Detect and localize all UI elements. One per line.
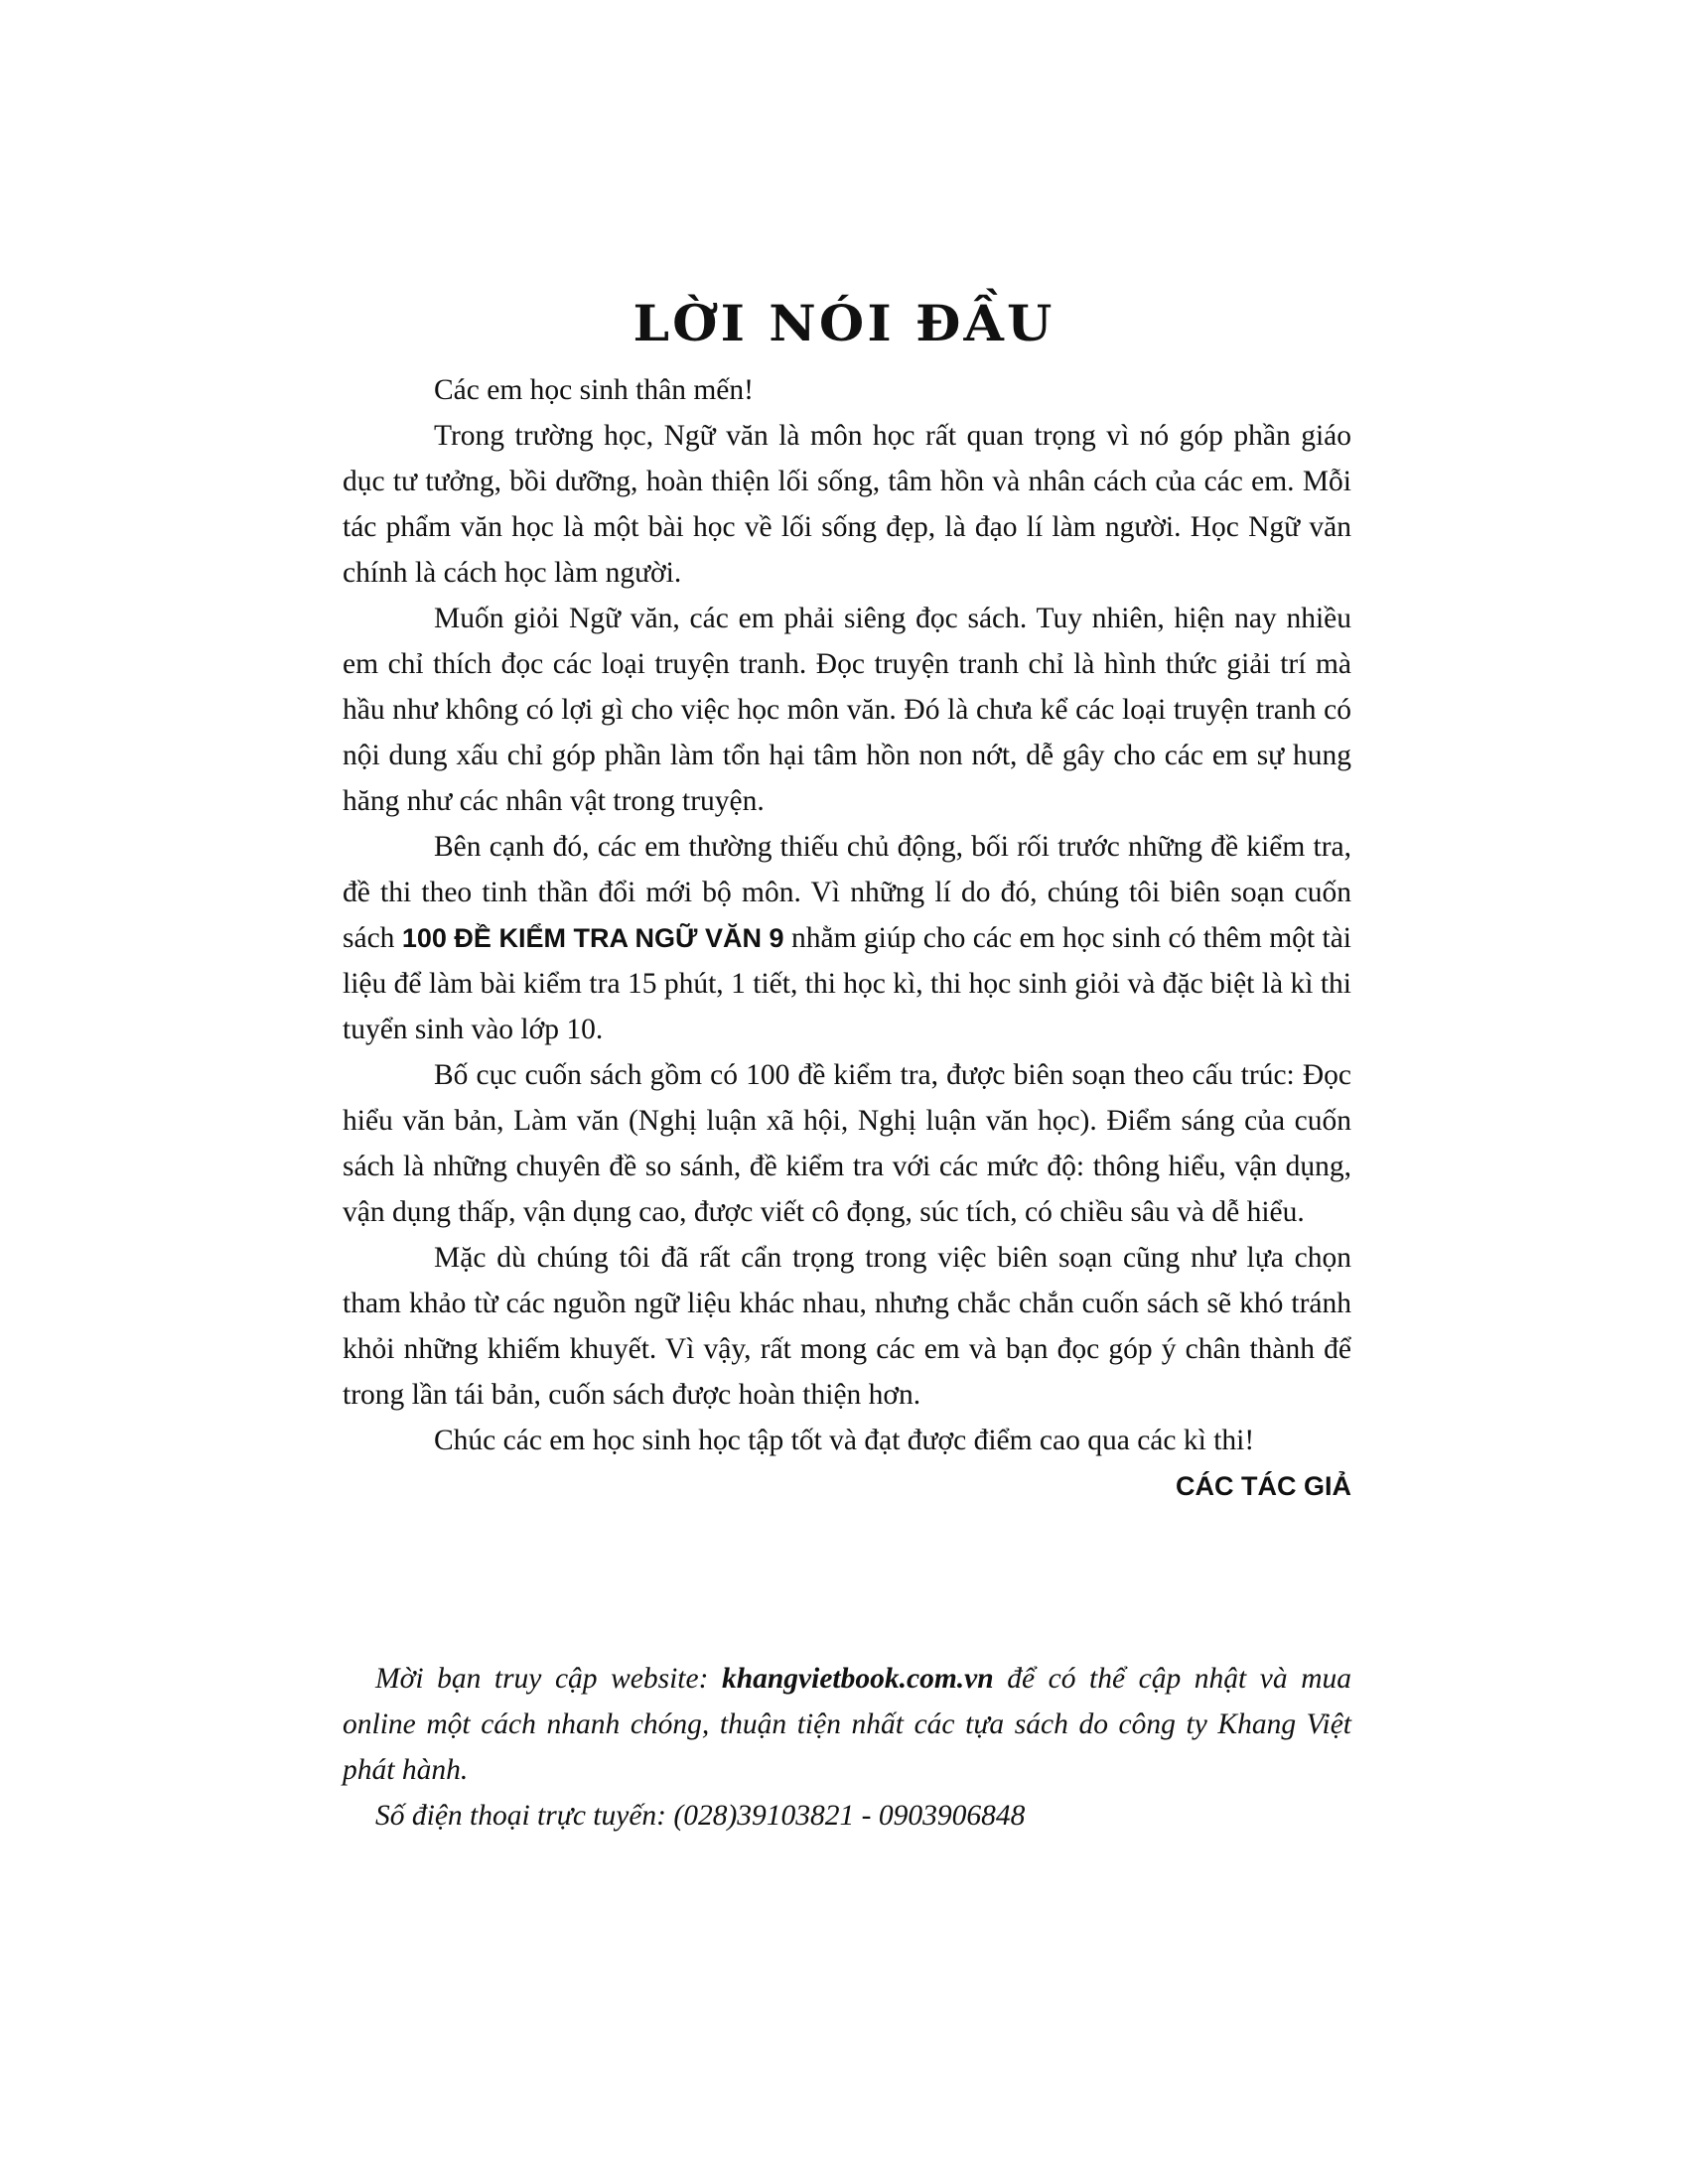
book-title: 100 ĐỀ KIỂM TRA NGỮ VĂN 9: [401, 923, 784, 953]
website-link[interactable]: khangvietbook.com.vn: [721, 1663, 994, 1695]
greeting: Các em học sinh thân mến!: [434, 374, 754, 406]
paragraph-purpose: [343, 824, 1351, 1052]
page-title: LỜI NÓI ĐẦU: [633, 294, 1055, 352]
paragraph-purpose-start: Bên cạnh đó, các em thường thiếu chủ động, bối rối trước những đề kiểm tra, đề thi theo tinh thần đổi mới bộ môn. Vì những lí do đó, chúng tôi biên soạn cuốn sách: [343, 831, 1351, 954]
paragraph-purpose-end: nhằm giúp cho các em học sinh có thêm một tài liệu để làm bài kiểm tra 15 phút, 1 tiết, thi học kì, thi học sinh giỏi và đặc biệt là kì thi tuyển sinh vào lớp 10.: [343, 922, 1351, 1045]
footer-note: [343, 1656, 1351, 1839]
invitation-end: để có thể cập nhật và mua online một cách nhanh chóng, thuận tiện nhất các tựa sách do công ty Khang Việt phát hành.: [343, 1663, 1351, 1786]
paragraph-importance: Trong trường học, Ngữ văn là môn học rất quan trọng vì nó góp phần giáo dục tư tưởng, bồi dưỡng, hoàn thiện lối sống, tâm hồn và nhân cách của các em. Mỗi tác phẩm văn học là một bài học về lối sống đẹp, là đạo lí làm người. Học Ngữ văn chính là cách học làm người.: [343, 420, 1351, 589]
paragraph-apology: Mặc dù chúng tôi đã rất cẩn trọng trong việc biên soạn cũng như lựa chọn tham khảo từ các nguồn ngữ liệu khác nhau, nhưng chắc chắn cuốn sách sẽ khó tránh khỏi những khiếm khuyết. Vì vậy, rất mong các em và bạn đọc góp ý chân thành để trong lần tái bản, cuốn sách được hoàn thiện hơn.: [343, 1242, 1351, 1411]
website-invitation: [343, 1656, 1351, 1793]
preface-body: [343, 367, 1351, 1509]
phone-line: Số điện thoại trực tuyến: (028)39103821 - 0903906848: [375, 1800, 1026, 1832]
invitation-start: Mời bạn truy cập website:: [375, 1663, 722, 1695]
signature: CÁC TÁC GIẢ: [1176, 1471, 1351, 1501]
paragraph-reading: Muốn giỏi Ngữ văn, các em phải siêng đọc sách. Tuy nhiên, hiện nay nhiều em chỉ thích đọc các loại truyện tranh. Đọc truyện tranh chỉ là hình thức giải trí mà hầu như không có lợi gì cho việc học môn văn. Đó là chưa kể các loại truyện tranh có nội dung xấu chỉ góp phần làm tổn hại tâm hồn non nớt, dễ gây cho các em sự hung hăng như các nhân vật trong truyện.: [343, 603, 1351, 817]
paragraph-structure: Bố cục cuốn sách gồm có 100 đề kiểm tra, được biên soạn theo cấu trúc: Đọc hiểu văn bản, Làm văn (Nghị luận xã hội, Nghị luận văn học). Điểm sáng của cuốn sách là những chuyên đề so sánh, đề kiểm tra với các mức độ: thông hiểu, vận dụng, vận dụng thấp, vận dụng cao, được viết cô đọng, súc tích, có chiều sâu và dễ hiểu.: [343, 1059, 1351, 1228]
paragraph-wishes: Chúc các em học sinh học tập tốt và đạt được điểm cao qua các kì thi!: [434, 1425, 1255, 1456]
